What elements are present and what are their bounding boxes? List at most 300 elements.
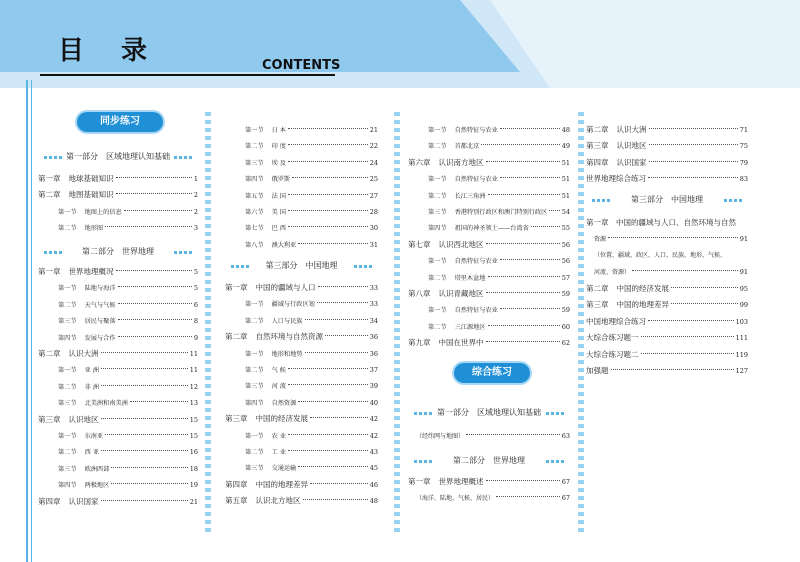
toc-entry-number: 第三章: [38, 414, 61, 424]
toc-entry-number: 第三章: [225, 414, 248, 424]
toc-entry-number: 第二章: [38, 190, 61, 200]
dot-leader: [488, 325, 560, 326]
column-divider: [578, 110, 584, 532]
toc-entry-number: 第一节: [428, 127, 447, 134]
toc-entry-title: 三江源地区: [454, 323, 486, 331]
toc-entry-number: 第三节: [58, 318, 77, 326]
toc-entry-number: 第三节: [428, 209, 447, 216]
toc-entry-number: 第三节: [58, 465, 77, 473]
toc-entry-number: 第二章: [38, 349, 61, 358]
toc-section-entry: [38, 463, 198, 475]
toc-chapter-entry: [586, 283, 748, 295]
dot-leader: [292, 177, 368, 178]
toc-entry-page: 48: [561, 126, 570, 134]
toc-entry-title: 中国地理综合练习: [586, 316, 646, 326]
dot-leader: [500, 259, 560, 260]
page-subtitle: CONTENTS: [262, 58, 341, 73]
toc-entry-title: 农 业: [271, 432, 286, 440]
toc-section-entry: [225, 462, 378, 474]
column-divider: [394, 110, 400, 532]
toc-entry-page: 5: [193, 284, 198, 293]
toc-section-entry: [38, 397, 198, 409]
toc-entry-page: 6: [193, 300, 198, 309]
heading-decoration: [354, 265, 372, 268]
toc-entry-title: 中国在世界中: [438, 338, 484, 348]
title-underline: [40, 74, 335, 76]
toc-entry-title: 认识青藏地区: [438, 289, 484, 298]
toc-entry-number: 第二节: [245, 449, 264, 456]
toc-section-entry: [225, 348, 378, 360]
toc-entry-title: 自然特征与农业: [454, 258, 498, 266]
toc-chapter-entry: [38, 266, 198, 278]
toc-entry-page: 28: [369, 208, 378, 216]
toc-entry-title: 日 本: [271, 127, 286, 134]
toc-entry-page: 18: [189, 464, 198, 473]
column-divider: [205, 110, 211, 532]
toc-section-entry: [225, 298, 378, 310]
toc-entry-title: 交通运输: [271, 465, 297, 473]
toc-entry-page: 15: [189, 415, 198, 424]
dot-leader: [648, 320, 734, 321]
toc-part-heading: [586, 193, 748, 207]
toc-entry-number: 第二节: [428, 143, 447, 151]
toc-entry-page: 11: [189, 366, 198, 375]
toc-section-entry: [225, 446, 378, 458]
toc-entry-title: 自然特征与农业: [454, 307, 498, 315]
toc-line-text: 第一章 中国的疆域与人口、自然环境与自然: [586, 218, 736, 227]
toc-line-text: （位置、疆域、政区、人口、民族、地形、气候、: [594, 252, 727, 259]
dot-leader: [486, 161, 560, 162]
toc-entry-number: 第一节: [58, 208, 77, 216]
toc-chapter-entry: [586, 365, 748, 377]
toc-entry-title: 地形图: [84, 225, 104, 233]
dot-leader: [101, 385, 188, 386]
toc-section-entry: [408, 140, 570, 152]
toc-part-heading: [408, 454, 570, 468]
toc-section-entry: [225, 157, 378, 169]
toc-entry-title: 埃 及: [271, 159, 286, 167]
dot-leader: [317, 302, 368, 303]
heading-decoration: [44, 251, 62, 254]
toc-entry-title: 认识地区: [616, 141, 647, 151]
toc-entry-page: 54: [561, 208, 570, 216]
toc-text-line: [586, 217, 736, 229]
toc-entry-number: 第二节: [428, 192, 447, 200]
toc-entry-number: 第二节: [58, 301, 77, 309]
toc-entry-title: 东南亚: [84, 433, 104, 440]
toc-entry-page: 5: [193, 268, 198, 276]
toc-entry-page: 33: [369, 284, 378, 292]
toc-entry-title: 世界地理综合练习: [586, 174, 646, 184]
toc-chapter-entry: [586, 157, 748, 169]
toc-entry-number: 第九章: [408, 338, 431, 348]
toc-note-entry: [594, 266, 748, 278]
toc-section-entry: [38, 299, 198, 311]
toc-entry-page: 31: [369, 240, 378, 249]
toc-note-text: 河流、资源）: [594, 269, 631, 276]
dot-leader: [288, 434, 368, 435]
toc-part-title: 第三部分 中国地理: [265, 261, 338, 270]
toc-entry-number: 第七节: [245, 225, 264, 233]
toc-section-entry: [408, 304, 570, 316]
toc-chapter-entry: [38, 348, 198, 360]
toc-entry-page: 56: [561, 240, 570, 249]
toc-entry-page: 71: [739, 126, 748, 134]
toc-section-entry: [408, 272, 570, 284]
toc-entry-title: 工 业: [271, 449, 286, 456]
toc-entry-number: 第六章: [408, 157, 431, 167]
toc-chapter-entry: [586, 299, 748, 311]
toc-entry-number: 第一章: [225, 283, 248, 292]
toc-entry-page: 25: [369, 175, 378, 184]
toc-entry-page: 15: [189, 432, 198, 440]
dot-leader: [118, 336, 192, 337]
toc-note-entry: [416, 492, 570, 504]
toc-section-entry: [225, 239, 378, 251]
toc-entry-number: 第一节: [245, 127, 264, 134]
toc-entry-page: 51: [561, 191, 570, 200]
toc-entry-number: 第一章: [408, 477, 431, 486]
toc-entry-number: 第七章: [408, 239, 431, 249]
dot-leader: [488, 194, 560, 195]
toc-section-entry: [408, 124, 570, 136]
toc-chapter-entry: [408, 337, 570, 349]
toc-entry-page: 49: [561, 142, 570, 151]
toc-entry-title: 认识国家: [616, 157, 647, 167]
toc-entry-title: 中国的疆域与人口: [255, 283, 316, 292]
page-title: 目 录: [58, 36, 162, 66]
dot-leader: [288, 226, 368, 227]
dot-leader: [608, 237, 738, 238]
toc-entry-page: 3: [193, 224, 198, 233]
toc-entry-page: 55: [561, 224, 570, 233]
dot-leader: [101, 368, 188, 369]
toc-section-entry: [408, 206, 570, 218]
toc-entry-title: 大综合练习题二: [586, 349, 639, 359]
toc-entry-title: 天气与气候: [84, 301, 116, 309]
dot-leader: [303, 499, 368, 500]
toc-entry-title: 中国的经济发展: [255, 414, 308, 424]
toc-entry-number: 第一章: [38, 267, 61, 276]
toc-entry-page: 34: [369, 316, 378, 325]
dot-leader: [641, 336, 734, 337]
toc-entry-page: 45: [369, 464, 378, 473]
heading-decoration: [414, 460, 432, 463]
toc-entry-page: 24: [369, 158, 378, 167]
toc-entry-page: 9: [193, 333, 198, 342]
toc-chapter-entry: [586, 140, 748, 152]
dot-leader: [500, 177, 560, 178]
toc-section-entry: [225, 124, 378, 136]
toc-entry-title: 发展与合作: [84, 334, 116, 342]
dot-leader: [486, 480, 560, 481]
toc-entry-number: 第四章: [225, 479, 248, 489]
toc-entry-title: 陆地与海洋: [84, 285, 116, 293]
heading-decoration: [231, 265, 249, 268]
heading-decoration: [414, 412, 432, 415]
toc-part-heading: [408, 406, 570, 420]
dot-leader: [130, 401, 188, 402]
heading-decoration: [546, 412, 564, 415]
toc-entry-page: 62: [561, 339, 570, 348]
toc-entry-number: 第二章: [225, 332, 248, 342]
dot-leader: [649, 144, 738, 145]
toc-entry-number: 第二节: [58, 449, 77, 457]
toc-entry-title: 世界地理概况: [68, 267, 114, 276]
toc-chapter-entry: [38, 173, 198, 185]
toc-entry-title: 认识大洲: [68, 349, 99, 358]
dot-leader: [481, 144, 559, 145]
dot-leader: [124, 210, 192, 211]
dot-leader: [288, 144, 368, 145]
toc-part-title: 第一部分 区域地理认知基础: [437, 408, 541, 417]
toc-note-entry: [416, 430, 570, 442]
toc-entry-number: 第三章: [586, 141, 609, 151]
toc-entry-title: 认识西北地区: [438, 239, 484, 249]
toc-entry-number: 第一节: [428, 258, 447, 266]
toc-entry-page: 1: [193, 175, 198, 183]
toc-entry-title: 香港特别行政区和澳门特别行政区: [454, 209, 548, 216]
toc-section-entry: [38, 381, 198, 393]
toc-entry-title: 澳大利亚: [271, 241, 297, 249]
dot-leader: [111, 467, 187, 468]
toc-entry-title: 大综合练习题一: [586, 333, 639, 343]
toc-entry-title: 中国的地理差异: [616, 300, 669, 310]
toc-entry-title: 两极地区: [84, 482, 110, 490]
toc-entry-page: 48: [369, 497, 378, 506]
left-stripe: [26, 80, 28, 562]
toc-entry-page: 27: [369, 191, 378, 200]
toc-entry-title: 自然特征与农业: [454, 127, 498, 134]
toc-entry-title: 地形和地势: [271, 350, 303, 358]
dot-leader: [310, 417, 368, 418]
toc-entry-title: 河 流: [271, 383, 286, 391]
toc-entry-page: 37: [369, 366, 378, 374]
toc-entry-number: 第一节: [428, 307, 447, 315]
toc-entry-title: 俄罗斯: [271, 176, 291, 184]
toc-entry-page: 21: [189, 497, 198, 506]
dot-leader: [288, 128, 368, 129]
toc-section-entry: [38, 446, 198, 458]
toc-entry-page: 56: [561, 257, 570, 266]
toc-section-entry: [225, 380, 378, 392]
toc-entry-title: 居民与聚落: [84, 318, 116, 326]
toc-entry-title: 长江三角洲: [454, 192, 486, 200]
toc-entry-page: 42: [369, 431, 378, 440]
dot-leader: [310, 483, 368, 484]
toc-entry-title: 加强题: [586, 366, 609, 375]
dot-leader: [118, 303, 192, 304]
toc-entry-title: 法 国: [271, 192, 286, 200]
toc-chapter-entry: [38, 189, 198, 201]
dot-leader: [486, 243, 560, 244]
toc-entry-page: 51: [561, 158, 570, 167]
toc-section-entry: [408, 321, 570, 333]
toc-entry-page: 22: [369, 142, 378, 151]
dot-leader: [101, 418, 188, 419]
dot-leader: [116, 193, 192, 194]
toc-entry-page: 99: [739, 301, 748, 310]
toc-entry-page: 12: [189, 382, 198, 391]
toc-entry-page: 127: [735, 367, 748, 375]
dot-leader: [288, 210, 368, 211]
toc-section-entry: [38, 222, 198, 234]
toc-chapter-entry: [225, 479, 378, 491]
toc-chapter-entry: [408, 157, 570, 169]
toc-entry-page: 57: [561, 273, 570, 282]
toc-entry-page: 51: [561, 175, 570, 184]
toc-entry-number: 第一节: [245, 350, 264, 358]
toc-entry-title: 认识大洲: [616, 125, 647, 134]
toc-entry-title: 欧洲西部: [84, 465, 110, 473]
toc-entry-title: 西 亚: [84, 449, 99, 457]
toc-chapter-entry: [225, 413, 378, 425]
toc-entry-page: 95: [739, 285, 748, 293]
dot-leader: [488, 276, 560, 277]
toc-entry-title: 印 度: [271, 143, 286, 151]
toc-part-heading: [38, 245, 198, 259]
toc-entry-page: 59: [561, 306, 570, 315]
toc-entry-title: 地球基础知识: [68, 174, 114, 183]
dot-leader: [531, 226, 560, 227]
toc-section-entry: [225, 315, 378, 327]
toc-section-entry: [225, 140, 378, 152]
toc-entry-title: 巴 西: [271, 225, 286, 233]
toc-entry-number: 第一节: [58, 285, 77, 293]
toc-entry-page: 11: [189, 350, 198, 358]
toc-entry-number: 第四节: [58, 334, 77, 342]
toc-entry-page: 13: [189, 399, 198, 408]
dot-leader: [632, 270, 738, 271]
toc-entry-number: 第五章: [225, 496, 248, 506]
toc-entry-number: 第二章: [586, 125, 609, 134]
toc-entry-page: 42: [369, 415, 378, 424]
toc-entry-page: 91: [739, 235, 748, 243]
toc-chapter-entry: [408, 288, 570, 300]
toc-entry-page: 63: [561, 432, 570, 440]
dot-leader: [105, 434, 188, 435]
heading-decoration: [592, 199, 610, 202]
toc-entry-title: 自然资源: [271, 399, 297, 407]
toc-part-heading: [38, 150, 198, 164]
toc-chapter-entry: [586, 349, 748, 361]
toc-entry-number: 第二节: [245, 317, 264, 325]
toc-entry-title: 地图上的信息: [84, 208, 122, 216]
heading-decoration: [546, 460, 564, 463]
toc-entry-page: 103: [735, 317, 748, 326]
toc-section-entry: [225, 364, 378, 376]
heading-decoration: [174, 156, 192, 159]
zonghe-pill: 综合练习: [454, 363, 530, 383]
toc-entry-number: 第一节: [58, 367, 77, 375]
toc-chapter-entry: [225, 331, 378, 343]
toc-entry-title: 中国的地理差异: [255, 479, 308, 489]
dot-leader: [101, 352, 188, 353]
toc-section-entry: [38, 282, 198, 294]
toc-entry-title: 自然环境与自然资源: [255, 332, 323, 342]
toc-entry-page: 75: [739, 142, 748, 151]
dot-leader: [496, 496, 560, 497]
dot-leader: [288, 368, 368, 369]
toc-entry-title: 美 国: [271, 209, 286, 216]
dot-leader: [549, 210, 559, 211]
heading-decoration: [174, 251, 192, 254]
toc-entry-number: 第五节: [245, 192, 264, 200]
heading-decoration: [724, 199, 742, 202]
dot-leader: [500, 128, 560, 129]
dot-leader: [116, 270, 192, 271]
toc-chapter-entry: [586, 316, 748, 328]
toc-entry-number: 第四章: [38, 496, 61, 506]
toc-section-entry: [408, 255, 570, 267]
toc-entry-number: 第二节: [245, 367, 264, 374]
toc-entry-title: 祖国的神圣领土——台湾省: [454, 225, 529, 233]
toc-section-entry: [408, 190, 570, 202]
toc-part-title: 第二部分 世界地理: [82, 247, 154, 256]
toc-entry-page: 33: [369, 300, 378, 309]
toc-entry-page: 111: [735, 334, 748, 343]
toc-part-title: 第三部分 中国地理: [631, 195, 703, 204]
toc-section-entry: [225, 397, 378, 409]
toc-section-entry: [38, 315, 198, 327]
dot-leader: [118, 319, 192, 320]
tongbu-pill: 同步练习: [77, 112, 163, 132]
toc-entry-title: 疆域与行政区划: [271, 301, 315, 309]
dot-leader: [288, 161, 368, 162]
dot-leader: [111, 483, 187, 484]
toc-entry-title: 认识北方地区: [255, 496, 301, 506]
dot-leader: [101, 500, 188, 501]
toc-chapter-entry: [586, 332, 748, 344]
toc-entry-page: 91: [739, 268, 748, 276]
toc-entry-title: 亚 洲: [84, 367, 99, 375]
toc-section-entry: [38, 430, 198, 442]
toc-chapter-entry: [408, 476, 570, 488]
toc-entry-number: 第二节: [58, 383, 77, 391]
toc-entry-title: 北美洲和南美洲: [84, 400, 128, 408]
toc-entry-title: 地图基础知识: [68, 190, 114, 200]
dot-leader: [305, 319, 368, 320]
dot-leader: [298, 401, 367, 402]
toc-section-entry: [38, 206, 198, 218]
toc-entry-page: 36: [369, 333, 378, 342]
toc-chapter-entry: [38, 496, 198, 508]
toc-note-entry: [594, 233, 748, 245]
toc-chapter-entry: [225, 282, 378, 294]
toc-chapter-entry: [586, 173, 748, 185]
toc-entry-number: 第一节: [245, 432, 264, 440]
toc-part-heading: [225, 259, 378, 273]
toc-entry-page: 30: [369, 224, 378, 233]
toc-entry-page: 67: [561, 478, 570, 486]
toc-entry-number: 第四节: [245, 176, 264, 184]
toc-entry-number: 第二节: [428, 274, 447, 282]
dot-leader: [288, 450, 368, 451]
toc-entry-page: 2: [193, 191, 198, 200]
toc-entry-number: 第一章: [38, 174, 61, 183]
toc-entry-number: 第二节: [245, 143, 264, 151]
dot-leader: [671, 303, 738, 304]
toc-entry-page: 2: [193, 207, 198, 216]
toc-entry-number: 第六节: [245, 209, 264, 216]
toc-entry-title: 首都北京: [454, 143, 480, 151]
dot-leader: [298, 243, 367, 244]
toc-section-entry: [38, 479, 198, 491]
toc-chapter-entry: [586, 124, 748, 136]
toc-entry-number: 第三节: [58, 400, 77, 408]
toc-note-text: （经纬网与地图）: [416, 433, 465, 440]
dot-leader: [648, 177, 738, 178]
